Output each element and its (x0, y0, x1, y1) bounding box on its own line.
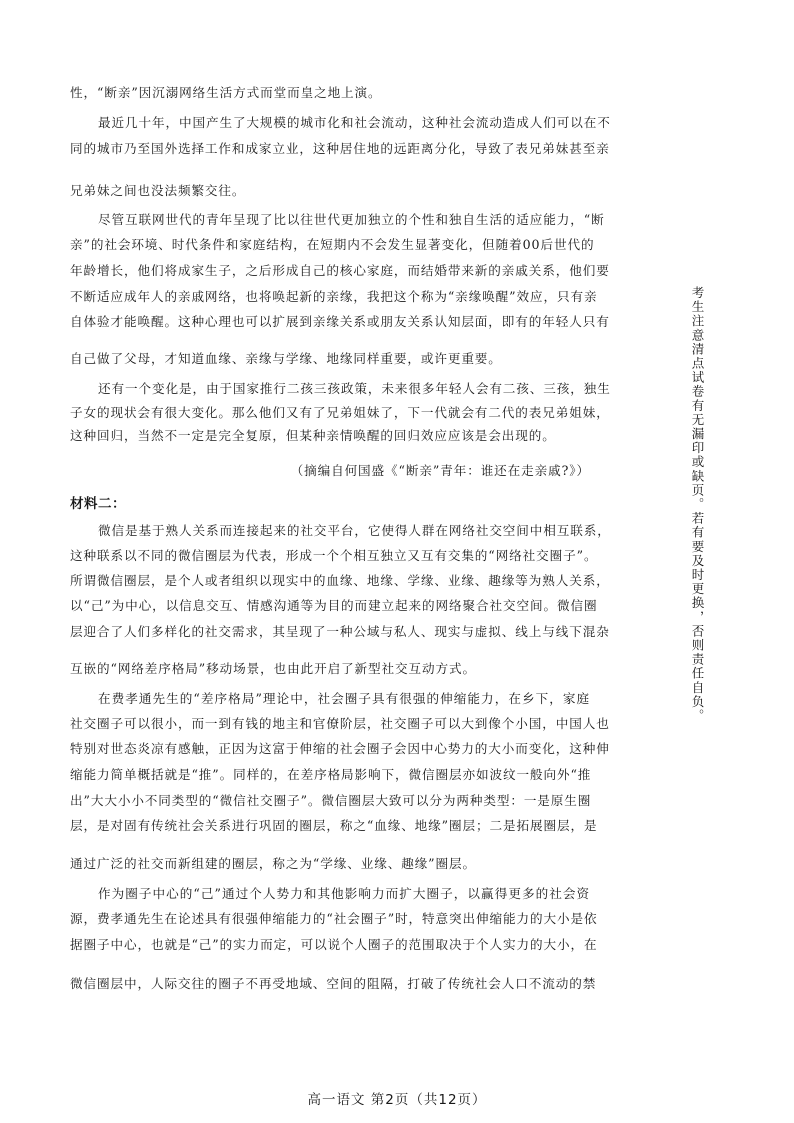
text-line: 特别对世态炎凉有感触，正因为这富于伸缩的社会圈子会因中心势力的大小而变化，这种伸 (70, 741, 610, 756)
text-line: 层，是对固有传统社会关系进行巩固的圈层，称之“血缘、地缘”圈层；二是拓展圈层，是 (70, 818, 598, 833)
side-notice: 考生注意清点试卷有无漏印或缺页。若有要及时更换，否则责任自负。 (690, 286, 705, 724)
text-line: 子女的现状会有很大变化。那么他们又有了兄弟姐妹了，下一代就会有二代的表兄弟姐妹， (70, 405, 610, 420)
text-line: 社交圈子可以很小，而一到有钱的地主和官僚阶层，社交圈子可以大到像个小国，中国人也 (70, 716, 610, 731)
citation: （摘编自何国盛《“断亲”青年：谁还在走亲戚?》） (290, 463, 590, 478)
text-line: 出”大大小小不同类型的“微信社交圈子”。微信圈层大致可以分为两种类型：一是原生圈 (70, 793, 592, 808)
text-line: 缩能力简单概括就是“推”。同样的，在差序格局影响下，微信圈层亦如波纹一般向外“推 (70, 767, 592, 782)
text-line: 微信圈层中，人际交往的圈子不再受地域、空间的阻隔，打破了传统社会人口不流动的禁 (70, 976, 597, 991)
text-line: 同的城市乃至国外选择工作和成家立业，这种居住地的远距离分化，导致了表兄弟妹甚至亲 (70, 141, 610, 156)
text-line: 作为圈子中心的“己”通过个人势力和其他影响力而扩大圈子，以赢得更多的社会资 (98, 886, 590, 901)
section-heading: 材料二： (70, 496, 126, 512)
text-line: 互嵌的“网络差序格局”移动场景，也由此开启了新型社交互动方式。 (70, 661, 476, 676)
text-line: 微信是基于熟人关系而连接起来的社交平台，它使得人群在网络社交空间中相互联系， (98, 523, 611, 538)
text-line: 兄弟妹之间也没法频繁交往。 (70, 183, 246, 198)
text-line: 性，“断亲”因沉溺网络生活方式而堂而皇之地上演。 (70, 85, 382, 100)
text-line: 亲”的社会环境、时代条件和家庭结构，在短期内不会发生显著变化，但随着00后世代的 (70, 237, 595, 252)
text-line: 自体验才能唤醒。这种心理也可以扩展到亲缘关系或朋友关系认知层面，即有的年轻人只有 (70, 314, 610, 329)
text-line: 在费孝通先生的“差序格局”理论中，社会圈子具有很强的伸缩能力，在乡下，家庭 (98, 691, 590, 706)
text-line: 源，费孝通先生在论述具有很强伸缩能力的“社会圈子”时，特意突出伸缩能力的大小是依 (70, 911, 598, 926)
text-line: 层迎合了人们多样化的社交需求，其呈现了一种公域与私人、现实与虚拟、线上与线下混杂 (70, 624, 610, 639)
text-line: 自己做了父母，才知道血缘、亲缘与学缘、地缘同样重要，或许更重要。 (70, 351, 502, 366)
text-line: 最近几十年，中国产生了大规模的城市化和社会流动，这种社会流动造成人们可以在不 (98, 115, 611, 130)
text-line: 尽管互联网世代的青年呈现了比以往世代更加独立的个性和独自生活的适应能力，“断 (98, 212, 605, 227)
text-line: 这种回归，当然不一定是完全复原，但某种亲情唤醒的回归效应应该是会出现的。 (70, 428, 556, 443)
text-line: 还有一个变化是，由于国家推行二孩三孩政策，未来很多年轻人会有二孩、三孩，独生 (98, 381, 611, 396)
text-line: 据圈子中心，也就是“己”的实力而定，可以说个人圈子的范围取决于个人实力的大小，在 (70, 937, 598, 952)
text-line: 年龄增长，他们将成家生子，之后形成自己的核心家庭，而结婚带来新的亲戚关系，他们要 (70, 263, 610, 278)
text-line: 以“己”为中心，以信息交互、情感沟通等为目的而建立起来的网络聚合社交空间。微信圈 (70, 598, 598, 613)
text-line: 通过广泛的社交而新组建的圈层，称之为“学缘、业缘、趣缘”圈层。 (70, 856, 476, 871)
text-line: 这种联系以不同的微信圈层为代表，形成一个个相互独立又互有交集的“网络社交圈子”。 (70, 548, 598, 563)
text-line: 不断适应成年人的亲戚网络，也将唤起新的亲缘，我把这个称为“亲缘唤醒”效应，只有亲 (70, 289, 598, 304)
page-footer: 高一语文 第2页（共12页） (307, 1092, 487, 1108)
text-line: 所谓微信圈层，是个人或者组织以现实中的血缘、地缘、学缘、业缘、趣缘等为熟人关系， (70, 573, 610, 588)
